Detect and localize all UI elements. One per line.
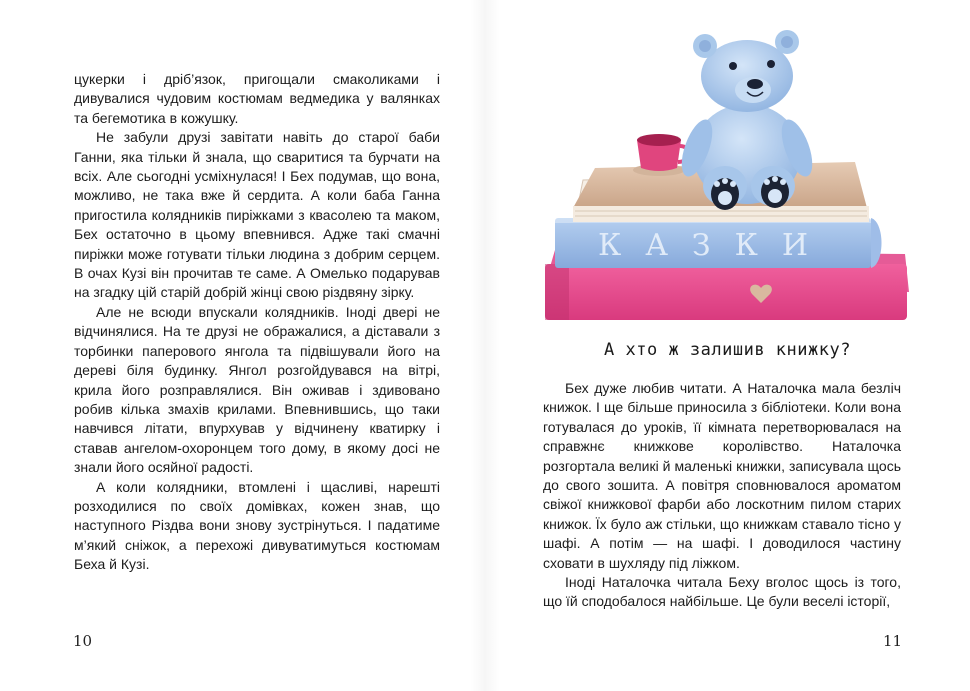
paragraph: цукерки і дріб’язок, пригощали смаколиками і дивувалися чудовим костюмам ведмедика у валянках та бегемотика в кожушку. <box>74 71 440 126</box>
cup <box>633 134 689 176</box>
chapter-title: А хто ж залишив книжку? <box>604 340 851 360</box>
page-number-right: 11 <box>883 632 903 650</box>
paw-icon <box>711 178 739 210</box>
blue-book <box>555 218 882 268</box>
paw-icon <box>761 176 789 208</box>
right-page <box>485 0 970 691</box>
paragraph: Бех дуже любив читати. А Наталочка мала безліч книжок. І ще більше приносила з бібліотеки. Коли вона готувалася до уроків, її кімната перетворювалася на справжнє книжкове королівство. Наталочка розгортала великі й маленькі книжки, записувала щось до свого зошита. А повітря сповнювалося ароматом свіжої книжкової фарби або лоскотним пилом старих книжок. Їх було аж стільки, що книжкам ставало тісно у шафі. А потім — на шафі. І доводилося частину сховати в шухляду під ліжком. <box>543 380 901 571</box>
paragraph: Але не всюди впускали колядників. Іноді двері не відчинялися. На те друзі не ображалися, а діставали з торбинки паперового янгола та підвішували його на дереві біля будинку. Янгол розгойдувався на вітрі, крила його розправлялися. Він оживав і здивовано робив кілька змахів крилами. Впевнившись, що таки навчився літати, впурхував у відчинену кватирку і ставав ангелом-охоронцем того дому, в якому досі не знали його осяйної радості. <box>74 303 440 476</box>
bear-on-books-illustration <box>525 22 920 322</box>
book-spine-title: КАЗКИ <box>597 228 833 263</box>
left-page-text <box>74 70 440 575</box>
right-page-text <box>543 379 901 612</box>
paragraph: Не забули друзі завітати навіть до старої баби Ганни, яка тільки й знала, що сваритися та бурчати на всіх. Але сьогодні усміхнулася! І Бех подумав, що вона, можливо, не така вже й сердита. А коли баба Ганна пригостила колядників пиріжками з квасолею та маком, Бех остаточно в цьому впевнився. Адже такі смачні пиріжки може готувати тільки людина з добрим серцем. В очах Кузі він прочитав те саме. А Омелько подарував на згадку цій старій добрій жінці свою різдвяну зірку. <box>74 129 440 301</box>
paragraph: А коли колядники, втомлені і щасливі, нарешті розходилися по своїх домівках, кожен знав, що наступного Різдва вони знову зустрінуться. І падатиме м’який сніжок, а перехожі дивуватимуться костюмам Беха й Кузі. <box>74 478 440 573</box>
paragraph: Іноді Наталочка читала Беху вголос щось із того, що їй сподобалося найбільше. Це були веселі історії, <box>543 574 901 610</box>
page-number-left: 10 <box>73 632 93 650</box>
